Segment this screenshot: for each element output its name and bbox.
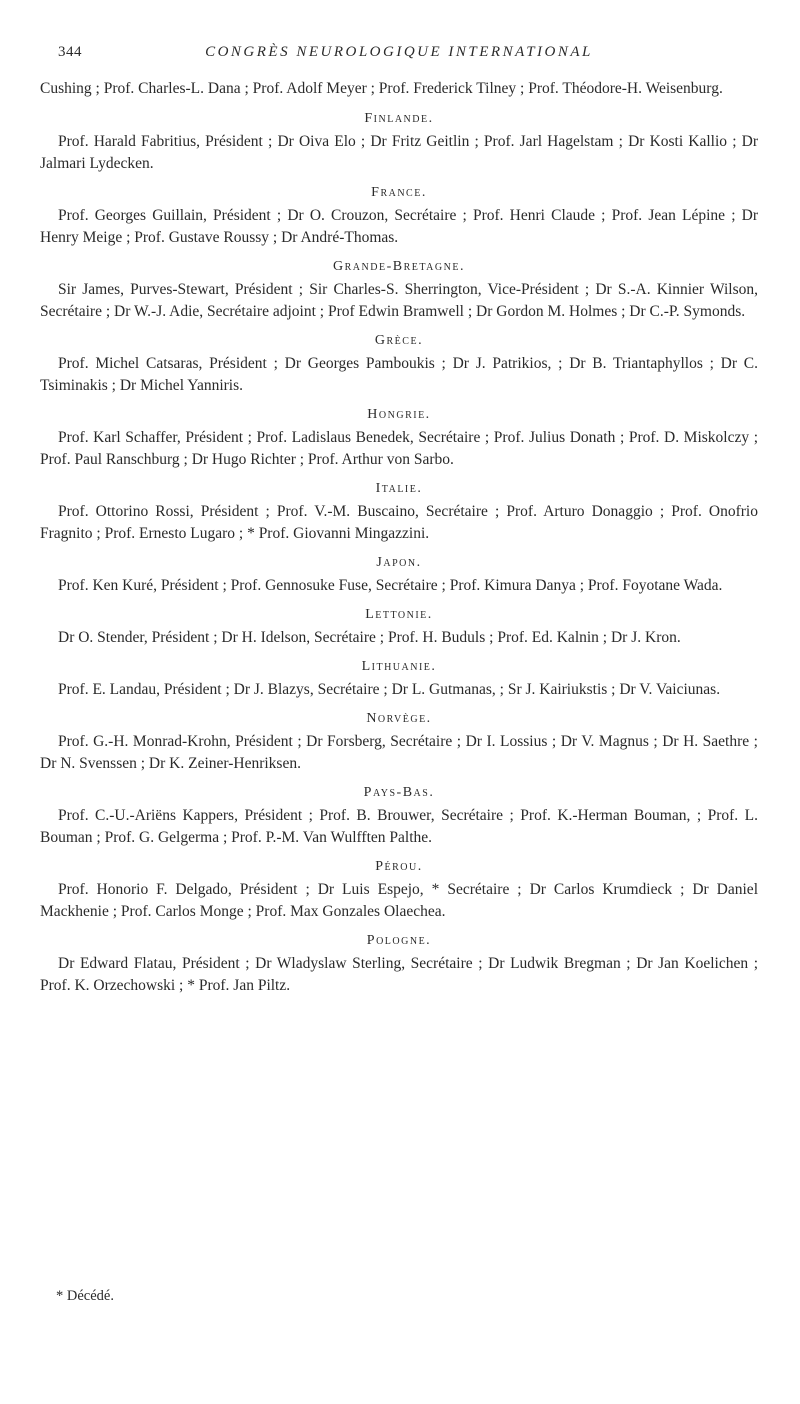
country-heading: France. [371,185,427,200]
country-section [40,405,758,471]
country-heading: Grèce. [374,333,424,348]
page-number: 344 [58,44,82,60]
country-section [40,931,758,997]
country-heading: Pays-Bas. [363,785,435,800]
member-list: Prof. Harald Fabritius, Président ; Dr Oiva Elo ; Dr Fritz Geitlin ; Prof. Jarl Hagelstam ; Dr Kosti Kallio ; Dr Jalmari Lydecken. [40,133,758,172]
country-heading: Japon. [376,555,422,570]
country-section [40,257,758,323]
member-list: Prof. G.-H. Monrad-Krohn, Président ; Dr Forsberg, Secrétaire ; Dr I. Lossius ; Dr V. Magnus ; Dr H. Saethre ; Dr N. Svenssen ; Dr K. Zeiner-Henriksen. [40,733,758,772]
member-list: Prof. C.-U.-Ariëns Kappers, Président ; Prof. B. Brouwer, Secrétaire ; Prof. K.-Herman Bouman, ; Prof. L. Bouman ; Prof. G. Gelgerma ; Prof. P.-M. Van Wulfften Palthe. [40,807,758,846]
country-heading: Lithuanie. [361,659,437,674]
page-header [40,44,758,68]
member-list: Sir James, Purves-Stewart, Président ; Sir Charles-S. Sherrington, Vice-Président ; Dr S.-A. Kinnier Wilson, Secrétaire ; Dr W.-J. Adie, Secrétaire adjoint ; Prof Edwin Bramwell ; Dr Gordon M. Holmes ; Dr C.-P. Symonds. [40,281,758,320]
country-section [40,331,758,397]
country-heading: Norvège. [366,711,432,726]
country-heading: Pologne. [366,933,432,948]
member-list: Prof. Karl Schaffer, Président ; Prof. Ladislaus Benedek, Secrétaire ; Prof. Julius Donath ; Prof. D. Miskolczy ; Prof. Paul Ranschburg ; Dr Hugo Richter ; Prof. Arthur von Sarbo. [40,429,758,468]
member-list: Prof. Ken Kuré, Président ; Prof. Gennosuke Fuse, Secrétaire ; Prof. Kimura Danya ; Prof. Foyotane Wada. [58,577,723,594]
member-list: Prof. Michel Catsaras, Président ; Dr Georges Pamboukis ; Dr J. Patrikios, ; Dr B. Triantaphyllos ; Dr C. Tsiminakis ; Dr Michel Yanniris. [40,355,758,394]
member-list: Prof. Honorio F. Delgado, Président ; Dr Luis Espejo, * Secrétaire ; Dr Carlos Krumdieck ; Dr Daniel Mackhenie ; Prof. Carlos Monge ; Prof. Max Gonzales Olaechea. [40,881,758,920]
country-section [40,605,758,649]
intro-paragraph: Cushing ; Prof. Charles-L. Dana ; Prof. Adolf Meyer ; Prof. Frederick Tilney ; Prof. Théodore-H. Weisenburg. [40,80,723,97]
country-heading: Grande-Bretagne. [333,259,465,274]
country-heading: Finlande. [364,111,434,126]
country-section [40,553,758,597]
footnote: * Décédé. [56,1288,114,1304]
member-list: Dr O. Stender, Président ; Dr H. Idelson, Secrétaire ; Prof. H. Buduls ; Prof. Ed. Kalnin ; Dr J. Kron. [58,629,681,646]
member-list: Prof. E. Landau, Président ; Dr J. Blazys, Secrétaire ; Dr L. Gutmanas, ; Sr J. Kairiukstis ; Dr V. Vaiciunas. [58,681,721,698]
country-section [40,109,758,175]
country-section [40,183,758,249]
country-section [40,857,758,923]
member-list: Prof. Ottorino Rossi, Président ; Prof. V.-M. Buscaino, Secrétaire ; Prof. Arturo Donaggio ; Prof. Onofrio Fragnito ; Prof. Ernesto Lugaro ; * Prof. Giovanni Mingazzini. [40,503,758,542]
country-heading: Pérou. [375,859,423,874]
country-section [40,709,758,775]
country-section [40,783,758,849]
country-heading: Lettonie. [365,607,433,622]
member-list: Dr Edward Flatau, Président ; Dr Wladyslaw Sterling, Secrétaire ; Dr Ludwik Bregman ; Dr Jan Koelichen ; Prof. K. Orzechowski ; * Prof. Jan Piltz. [40,955,758,994]
country-heading: Italie. [375,481,423,496]
country-section [40,479,758,545]
member-list: Prof. Georges Guillain, Président ; Dr O. Crouzon, Secrétaire ; Prof. Henri Claude ; Prof. Jean Lépine ; Dr Henry Meige ; Prof. Gustave Roussy ; Dr André-Thomas. [40,207,758,246]
country-heading: Hongrie. [367,407,431,422]
country-section [40,657,758,701]
document-page [40,44,758,1005]
running-title: CONGRÈS NEUROLOGIQUE INTERNATIONAL [205,44,593,60]
